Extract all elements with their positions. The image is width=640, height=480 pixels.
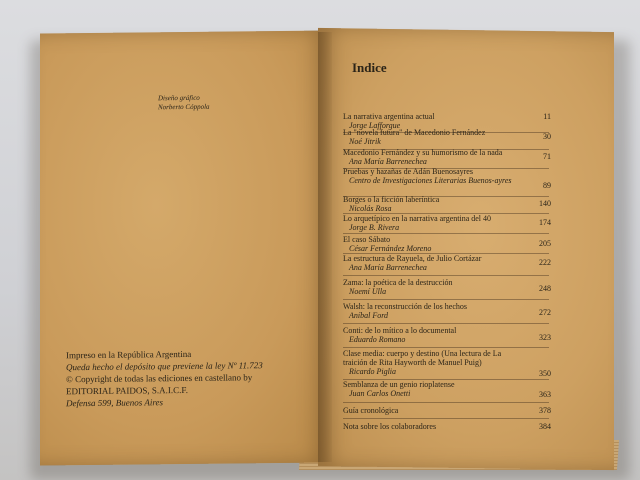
toc-page: 205 xyxy=(539,239,551,248)
toc-author: Jorge B. Rivera xyxy=(349,223,400,232)
toc-title: Lo arquetípico en la narrativa argentina del 40 xyxy=(343,214,492,223)
toc-page: 140 xyxy=(539,199,551,208)
index-title: Indice xyxy=(352,60,387,75)
toc-page: 350 xyxy=(539,369,551,378)
toc-page: 272 xyxy=(539,308,551,317)
toc-divider xyxy=(343,402,549,403)
design-credit xyxy=(158,94,210,113)
toc-title: El caso Sábato xyxy=(343,235,391,244)
toc-divider xyxy=(343,299,549,300)
credit-line: Diseño gráfico xyxy=(158,93,200,103)
toc-title: Nota sobre los colaboradores xyxy=(343,422,437,431)
toc-entry xyxy=(343,406,551,415)
toc-page: 378 xyxy=(539,406,551,415)
toc-entry xyxy=(343,214,551,232)
toc-author: Noé Jitrik xyxy=(349,137,381,146)
imprint-block xyxy=(66,347,263,409)
imprint-line: Queda hecho el depósito que previene la ley Nº 11.723 xyxy=(66,360,263,373)
book-gutter xyxy=(318,32,332,462)
toc-page: 89 xyxy=(543,181,551,190)
toc-page: 384 xyxy=(539,422,551,431)
toc-title: Clase media: cuerpo y destino (Una lectura de La traición de Rita Hayworth de Manuel Puig) xyxy=(343,349,502,367)
left-page xyxy=(40,30,330,465)
toc-title: Macedonio Fernández y su humorismo de la nada xyxy=(343,148,503,157)
toc-author: Juan Carlos Onetti xyxy=(349,389,411,398)
toc-entry xyxy=(343,254,551,272)
toc-title: La narrativa argentina actual xyxy=(343,112,435,121)
toc-title: Semblanza de un genio rioplatense xyxy=(343,380,455,389)
toc-author: Ana María Barrenechea xyxy=(349,263,427,272)
toc-page: 363 xyxy=(539,390,551,399)
toc-entry xyxy=(343,380,551,398)
toc-title: La "novela futura" de Macedonio Fernández xyxy=(343,128,486,137)
toc-page: 71 xyxy=(543,152,551,161)
toc-title: La estructura de Rayuela, de Julio Cortázar xyxy=(343,254,482,263)
toc-entry xyxy=(343,422,551,431)
imprint-line: © Copyright de todas las ediciones en castellano by xyxy=(66,372,253,385)
imprint-line: EDITORIAL PAIDOS, S.A.I.C.F. xyxy=(66,384,188,397)
toc-title: Zama: la poética de la destrucción xyxy=(343,278,453,287)
toc-page: 174 xyxy=(539,218,551,227)
toc-divider xyxy=(343,233,549,234)
toc-page: 248 xyxy=(539,284,551,293)
toc-entry xyxy=(343,195,551,213)
imprint-line: Defensa 599, Buenos Aires xyxy=(66,397,163,409)
toc-author: Aníbal Ford xyxy=(349,311,389,320)
toc-title: Borges o la ficción laberíntica xyxy=(343,195,440,204)
toc-page: 323 xyxy=(539,333,551,342)
toc-page: 11 xyxy=(543,112,551,121)
toc-divider xyxy=(343,418,549,419)
toc-author: Centro de Investigaciones Literarias Buenos-ayres xyxy=(349,176,512,185)
toc-author: Nicolás Rosa xyxy=(349,204,392,213)
toc-entry xyxy=(343,128,551,146)
toc-entry xyxy=(343,148,551,166)
toc-divider xyxy=(343,323,549,324)
toc-entry xyxy=(343,167,551,190)
toc-page: 30 xyxy=(543,132,551,141)
toc-title: Pruebas y hazañas de Adán Buenosayres xyxy=(343,167,473,176)
toc-title: Conti: de lo mítico a lo documental xyxy=(343,326,457,335)
toc-entry xyxy=(343,326,551,344)
toc-divider xyxy=(343,347,549,348)
toc-entry xyxy=(343,349,551,376)
toc-author: Jorge Lafforgue xyxy=(349,121,401,130)
toc-title: Guía cronológica xyxy=(343,406,399,415)
toc-author: César Fernández Moreno xyxy=(349,244,432,253)
toc-author: Noemí Ulla xyxy=(349,287,387,296)
toc-author: Ricardo Piglia xyxy=(349,367,397,376)
toc-title: Walsh: la reconstrucción de los hechos xyxy=(343,302,467,311)
toc-divider xyxy=(343,275,549,276)
toc-page: 222 xyxy=(539,258,551,267)
toc-author: Ana María Barrenechea xyxy=(349,157,427,166)
toc-author: Eduardo Romano xyxy=(349,335,406,344)
toc-entry xyxy=(343,235,551,253)
imprint-line: Impreso en la República Argentina xyxy=(66,348,192,361)
credit-line: Norberto Cóppola xyxy=(158,102,210,112)
toc-entry xyxy=(343,278,551,296)
toc-entry xyxy=(343,302,551,320)
